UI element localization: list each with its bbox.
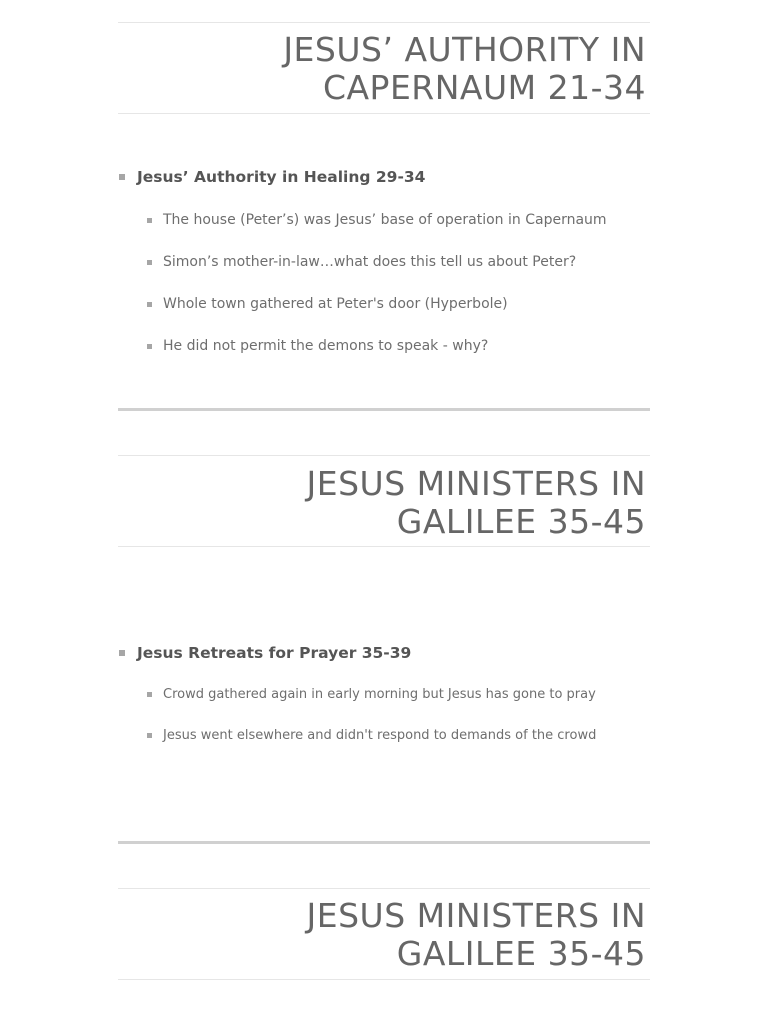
list-item: [147, 338, 488, 354]
slide-divider: [118, 841, 650, 844]
list-item-text: Whole town gathered at Peter's door (Hyperbole): [163, 296, 508, 312]
list-item-text: Jesus went elsewhere and didn't respond to demands of the crowd: [163, 728, 597, 743]
list-item-text: The house (Peter’s) was Jesus’ base of operation in Capernaum: [163, 212, 607, 228]
slide2-title: [307, 465, 646, 541]
square-bullet-icon: [147, 733, 152, 738]
slide1-heading-item: [119, 168, 425, 186]
slide2-title-rule: [118, 546, 650, 547]
list-item: [147, 687, 596, 702]
slide2-heading-item: [119, 644, 411, 662]
slide1-title-line2: CAPERNAUM 21-34: [322, 68, 646, 107]
slide2-heading: Jesus Retreats for Prayer 35-39: [137, 644, 412, 662]
slide1-title-line1: JESUS’ AUTHORITY IN: [283, 30, 646, 69]
list-item-text: Simon’s mother-in-law…what does this tell us about Peter?: [163, 254, 577, 270]
slide3-top-rule: [118, 888, 650, 889]
square-bullet-icon: [147, 302, 152, 307]
square-bullet-icon: [147, 260, 152, 265]
slide-divider: [118, 408, 650, 411]
slide1-top-rule: [118, 22, 650, 23]
slide1-heading: Jesus’ Authority in Healing 29-34: [137, 168, 426, 186]
square-bullet-icon: [119, 174, 125, 180]
slide3-title: [307, 897, 646, 973]
slide2-title-line2: GALILEE 35-45: [396, 502, 646, 541]
slide2-top-rule: [118, 455, 650, 456]
list-item: [147, 296, 508, 312]
slide1-title: [283, 31, 646, 107]
slide3-title-rule: [118, 979, 650, 980]
list-item-text: Crowd gathered again in early morning but Jesus has gone to pray: [163, 687, 596, 702]
slide2-title-line1: JESUS MINISTERS IN: [306, 464, 646, 503]
square-bullet-icon: [147, 344, 152, 349]
list-item-text: He did not permit the demons to speak - why?: [163, 338, 489, 354]
square-bullet-icon: [147, 218, 152, 223]
slide1-title-rule: [118, 113, 650, 114]
slide3-title-line2: GALILEE 35-45: [396, 934, 646, 973]
list-item: [147, 728, 596, 743]
square-bullet-icon: [119, 650, 125, 656]
square-bullet-icon: [147, 692, 152, 697]
list-item: [147, 254, 576, 270]
list-item: [147, 212, 607, 228]
slide3-title-line1: JESUS MINISTERS IN: [306, 896, 646, 935]
